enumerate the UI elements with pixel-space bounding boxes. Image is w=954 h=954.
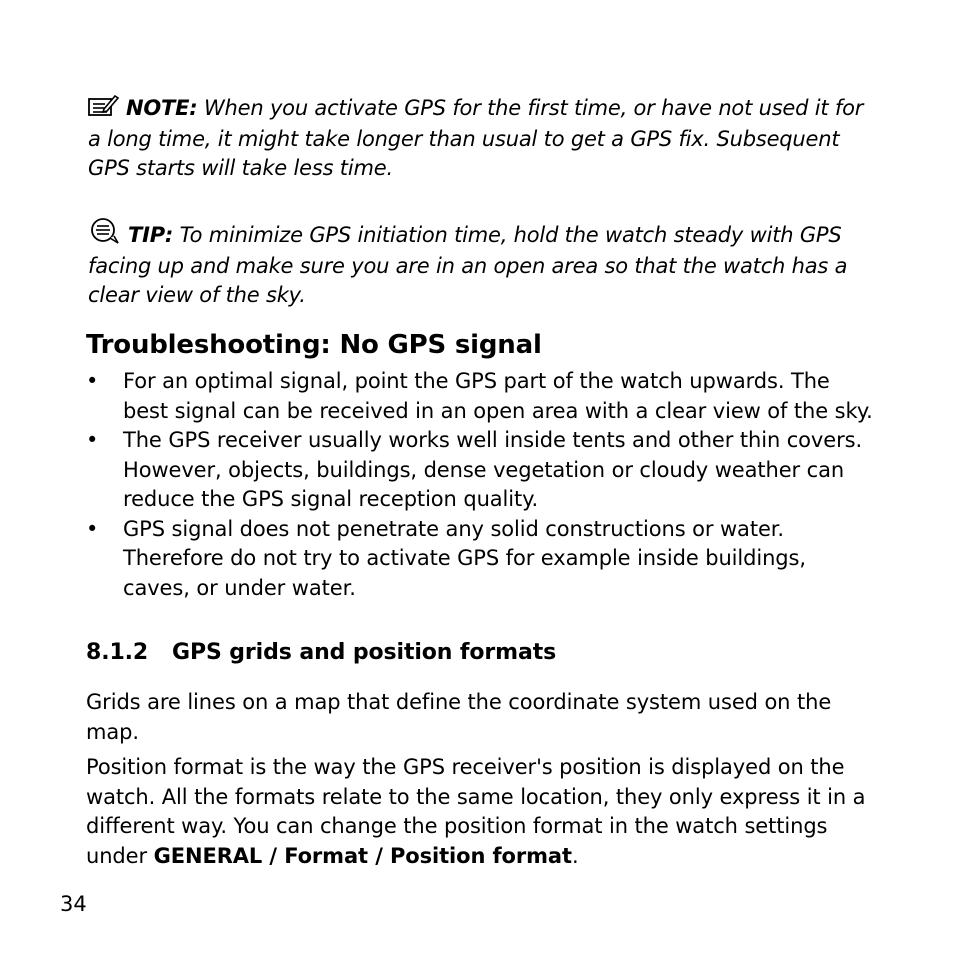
grids-paragraph: Grids are lines on a map that define the coordinate system used on the map.: [86, 690, 832, 744]
list-item: [86, 367, 876, 426]
menu-path-separator: /: [262, 843, 285, 868]
menu-path-position-format: Position format: [389, 843, 572, 868]
section-title: GPS grids and position formats: [172, 640, 557, 665]
list-item: [86, 515, 876, 604]
list-item-text: The GPS receiver usually works well inside tents and other thin covers. However, objects, buildings, dense vegetation or cloudy weather can reduce the GPS signal reception quality.: [123, 428, 863, 511]
note-icon: [88, 95, 120, 125]
tip-label: TIP:: [128, 223, 174, 247]
tip-callout: [88, 218, 878, 310]
paragraph-end: .: [571, 843, 579, 868]
tip-text: To minimize GPS initiation time, hold the watch steady with GPS facing up and make sure you are in an open area so that the watch has a clear view of the sky.: [88, 223, 848, 307]
page-number: 34: [60, 892, 87, 916]
list-item-text: For an optimal signal, point the GPS part of the watch upwards. The best signal can be received in an open area with a clear view of the sky.: [123, 369, 873, 423]
tip-icon: [88, 218, 122, 252]
troubleshooting-list: [86, 367, 876, 603]
section-number: 8.1.2: [86, 640, 149, 665]
bullet-icon: •: [86, 428, 99, 452]
menu-path-separator: /: [367, 843, 390, 868]
menu-path-general: GENERAL: [153, 843, 263, 868]
note-label: NOTE:: [126, 96, 198, 120]
note-callout: [88, 94, 878, 183]
bullet-icon: •: [86, 369, 99, 393]
paragraph-text: Position format is the way the GPS receiver's position is displayed on the watch. All the formats relate to the same location, they only express it in a different way. You can change the position format in the watch settings under: [86, 755, 866, 868]
note-text: When you activate GPS for the first time, or have not used it for a long time, it might take longer than usual to get a GPS fix. Subsequent GPS starts will take less time.: [88, 96, 864, 180]
position-format-paragraph: [86, 753, 876, 871]
section-heading: [86, 640, 556, 665]
bullet-icon: •: [86, 516, 99, 541]
list-item: [86, 426, 876, 515]
menu-path-format: Format: [284, 843, 368, 868]
troubleshooting-heading: Troubleshooting: No GPS signal: [86, 330, 542, 360]
list-item-text: GPS signal does not penetrate any solid constructions or water. Therefore do not try to activate GPS for example inside buildings, caves, or under water.: [123, 516, 806, 600]
